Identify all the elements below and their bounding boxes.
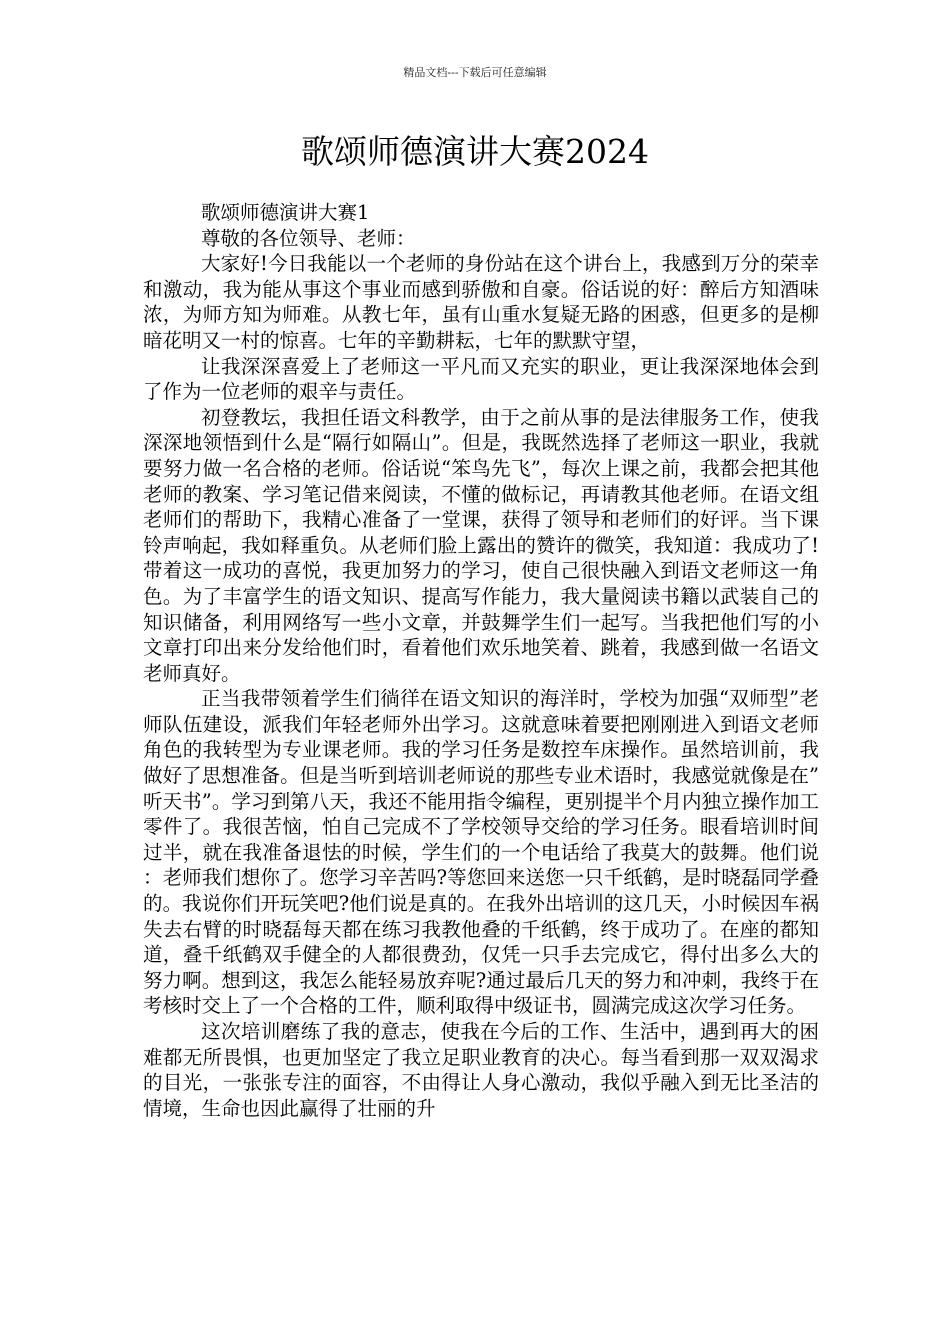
speech-subtitle: 歌颂师德演讲大赛1 [201,201,370,224]
paragraph: 让我深深喜爱上了老师这一平凡而又充实的职业，更让我深深地体会到了作为一位老师的艰辛与责任。 [143,354,819,404]
salutation: 尊敬的各位领导、老师： [201,226,416,250]
paragraph: 初登教坛，我担任语文科教学，由于之前从事的是法律服务工作，使我深深地领悟到什么是“隔行如隔山”。但是，我既然选择了老师这一职业，我就要努力做一名合格的老师。俗话说“笨鸟先飞”，每次上课之前，我都会把其他老师的教案、学习笔记借来阅读，不懂的做标记，再请教其他老师。在语文组老师们的帮助下，我精心准备了一堂课，获得了领导和老师们的好评。当下课铃声响起，我如释重负。从老师们脸上露出的赞许的微笑，我知道：我成功了!带着这一成功的喜悦，我更加努力的学习，使自己很快融入到语文老师这一角色。为了丰富学生的语文知识、提高写作能力，我大量阅读书籍以武装自己的知识储备，利用网络写一些小文章，并鼓舞学生们一起写。当我把他们写的小文章打印出来分发给他们时，看着他们欢乐地笑着、跳着，我感到做一名语文老师真好。 [143,405,819,685]
paragraph: 正当我带领着学生们徜徉在语文知识的海洋时，学校为加强“双师型”老师队伍建设，派我们年轻老师外出学习。这就意味着要把刚刚进入到语文老师角色的我转型为专业课老师。我的学习任务是数控车床操作。虽然培训前，我做好了思想准备。但是当听到培训老师说的那些专业术语时，我感觉就像是在”听天书”。学习到第八天，我还不能用指令编程，更别提半个月内独立操作加工零件了。我很苦恼，怕自己完成不了学校领导交给的学习任务。眼看培训时间过半，就在我准备退怯的时候，学生们的一个电话给了我莫大的鼓舞。他们说：老师我们想你了。您学习辛苦吗?等您回来送您一只千纸鹤，是时晓磊同学叠的。我说你们开玩笑吧?他们说是真的。在我外出培训的这几天，小时候因车祸失去右臂的时晓磊每天都在练习我教他叠的千纸鹤，终于成功了。在座的都知道，叠千纸鹤双手健全的人都很费劲，仅凭一只手去完成它，得付出多么大的努力啊。想到这，我怎么能轻易放弃呢?通过最后几天的努力和冲刺，我终于在考核时交上了一个合格的工件，顺利取得中级证书，圆满完成这次学习任务。 [143,687,819,1018]
paragraph: 这次培训磨练了我的意志，使我在今后的工作、生活中，遇到再大的困难都无所畏惧，也更加坚定了我立足职业教育的决心。每当看到那一双双渴求的目光，一张张专注的面容，不由得让人身心激动，我似乎融入到无比圣洁的情境，生命也因此赢得了壮丽的升 [143,1020,819,1120]
paragraph: 大家好!今日我能以一个老师的身份站在这个讲台上，我感到万分的荣幸和激动，我为能从事这个事业而感到骄傲和自豪。俗话说的好：醉后方知酒味浓，为师方知为师难。从教七年，虽有山重水复疑无路的困惑，但更多的是柳暗花明又一村的惊喜。七年的辛勤耕耘，七年的默默守望， [143,252,819,352]
document-title: 歌颂师德演讲大赛2024 [301,132,649,171]
document-body [143,200,819,1121]
header-note: 精品文档---下载后可任意编辑 [403,66,547,79]
